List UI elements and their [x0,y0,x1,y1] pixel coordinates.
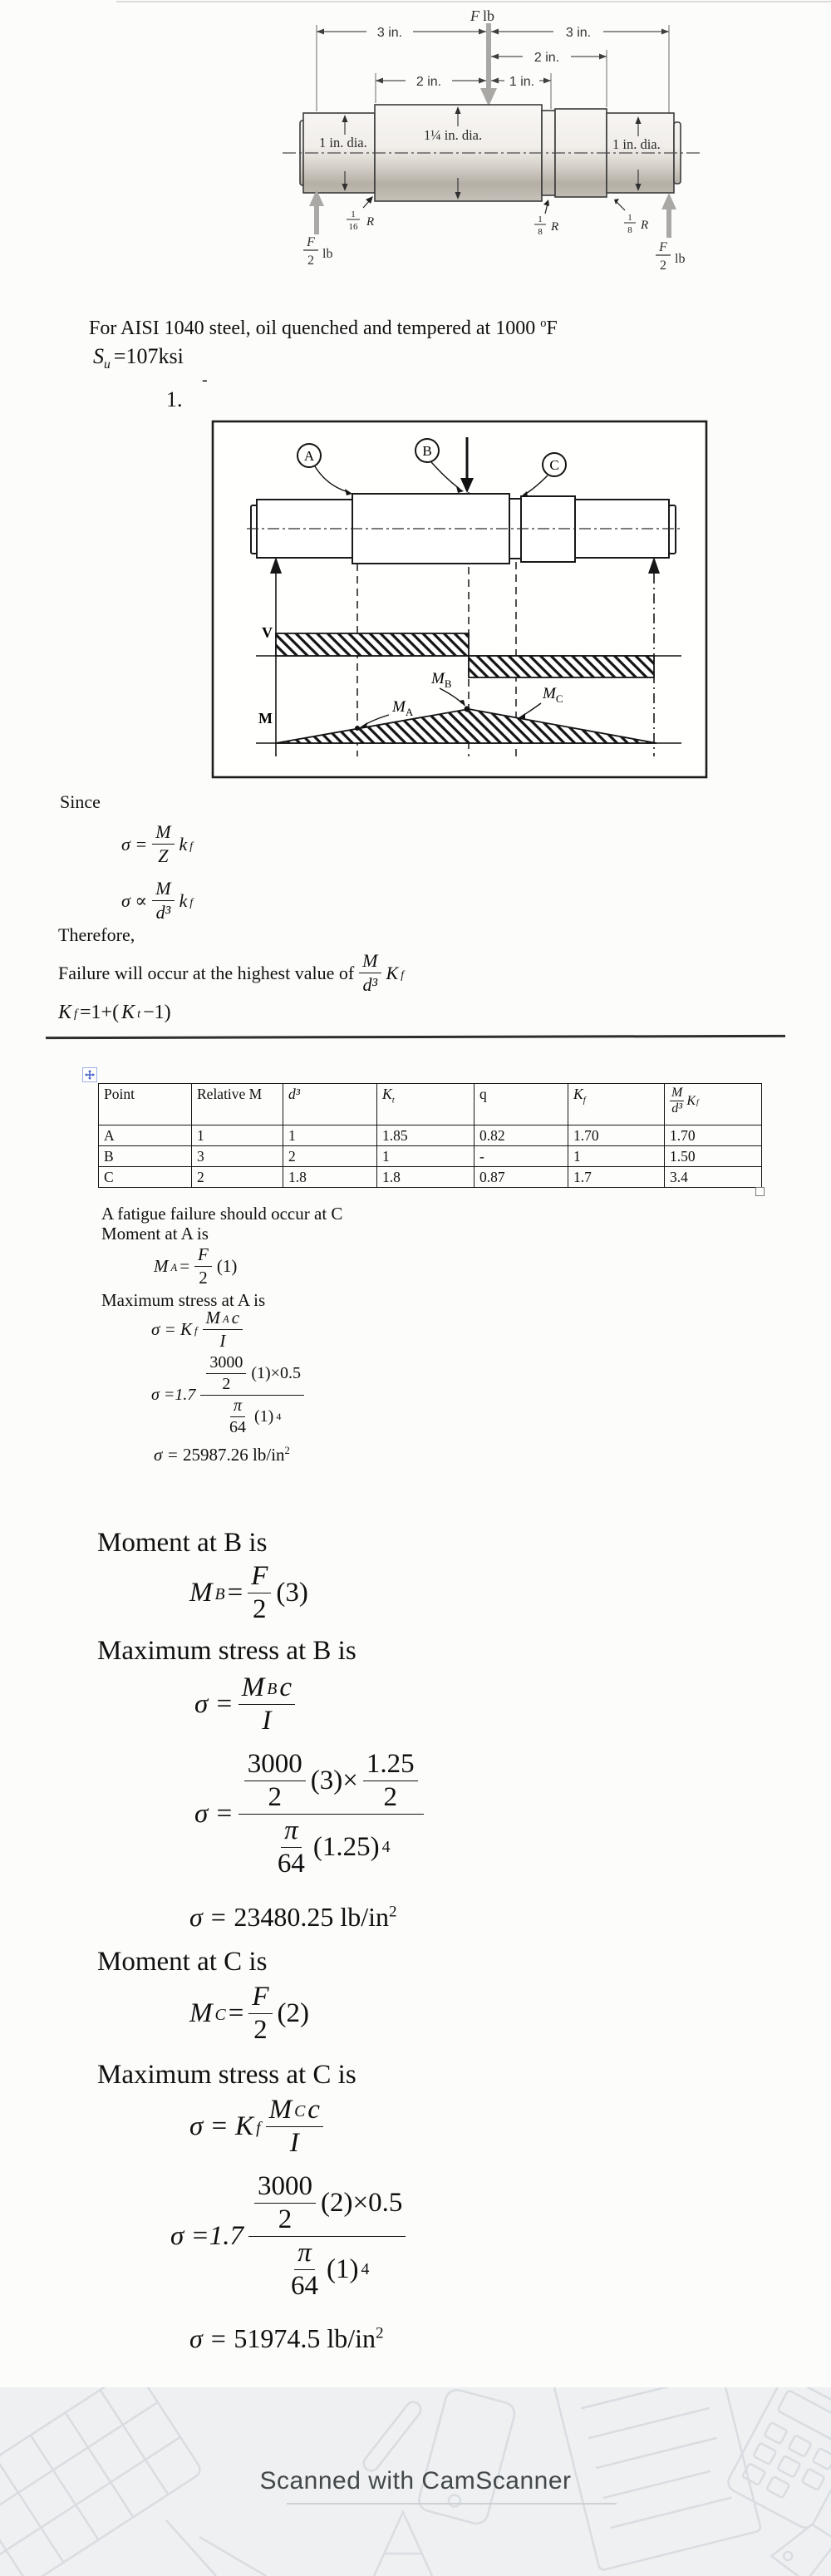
eq-stress-b-value: σ = $\frac{3000}{2}$ (3)× $\frac{1.25}{2}$ $\frac{\pi}{64}$ (1.25) 4 [194,1749,426,1879]
stray-mark: - [202,371,208,389]
eq-stress-c: σ = K f M C c I [189,2095,326,2159]
svg-text:lb: lb [322,247,333,261]
item-number: 1. [166,387,183,411]
cell: 3.4 [665,1167,762,1188]
moment-axis-label: M [258,710,273,727]
cell: 1 [283,1125,377,1146]
col-point: Point [99,1084,192,1125]
cell: 0.82 [475,1125,568,1146]
cell: 1 [192,1125,283,1146]
svg-text:F: F [659,240,667,254]
stress-c-heading: Maximum stress at C is [97,2060,356,2090]
fillet-left-r: R [366,215,375,229]
cell: 1.8 [283,1167,377,1188]
result-c: σ = 51974.5 $lb/in^2$ [189,2323,384,2353]
fillet-mid-num: 1 [538,214,543,224]
cell: B [99,1146,192,1167]
eq-stress-c-value: σ =1.7 $\frac{3000}{2}$ (2)×0.5 $\frac{\pi}{64}$ (1) 4 [170,2171,408,2302]
since-label: Since [60,791,101,812]
stress-b-heading: Maximum stress at B is [97,1636,356,1666]
callout-c: C [549,457,559,473]
svg-text:2: 2 [660,259,666,273]
shear-moment-figure [210,419,713,781]
cell: 1.50 [665,1146,762,1167]
col-md3kf: $\frac{M}{\text{d³}}$ K f [665,1084,762,1125]
eq-moment-a: M A = $\frac{F}{2}$ (1) [154,1244,238,1288]
table-row [99,1167,762,1188]
cell: 1.7 [568,1167,665,1188]
moment-a-label: $M_A$ [392,698,414,718]
section-divider [46,1035,785,1039]
cell: 0.87 [475,1167,568,1188]
callout-b: B [422,443,432,459]
dim-label-3in-left: 3 in. [376,26,403,40]
load-label: F lb [470,7,495,24]
fillet-left-num: 1 [351,209,356,219]
material-spec-line: For AISI 1040 steel, oil quenched and tempered at 1000 $^o$F [89,317,558,339]
moment-peak-dot [465,707,470,712]
cell: 1 [568,1146,665,1167]
table-row [99,1125,762,1146]
cell: 1.70 [568,1125,665,1146]
shear-axis-label: V [262,624,273,641]
col-d3: d³ [283,1084,377,1125]
col-kt: $K_t$ [377,1084,475,1125]
fillet-mid-r: R [551,220,559,234]
cell: 1.8 [377,1167,475,1188]
cell: 2 [283,1146,377,1167]
cell: - [475,1146,568,1167]
result-a: σ = 25987.26 $lb/in^2$ [154,1445,290,1465]
results-table [98,1083,762,1188]
col-q: q [475,1084,568,1125]
kf-equation: K f =1+( K t −1) [58,1002,171,1023]
dim-label-2in-right: 2 in. [534,51,560,65]
table-row [99,1146,762,1167]
eq-moment-c: M C = $\frac{F}{2}$ (2) [189,1982,309,2045]
cell: C [99,1167,192,1188]
fillet-left-den: 16 [348,222,358,232]
camscanner-watermark-text: Scanned with CamScanner [259,2467,572,2495]
moment-b-heading: Moment at B is [97,1528,268,1558]
fillet-labels [349,209,649,237]
col-kf: $K_f$ [568,1084,665,1125]
cell: 3 [192,1146,283,1167]
table-resize-handle [755,1187,765,1196]
move-cross-icon [85,1070,95,1080]
fillet-right-den: 8 [627,225,632,235]
camscanner-footer [0,2387,831,2576]
stress-a-heading: Maximum stress at A is [101,1290,266,1310]
diameter-label-right: 1 in. dia. [612,136,661,152]
svg-text:F: F [307,235,315,249]
load-arrow-head [480,88,497,106]
cell: 1.70 [665,1125,762,1146]
reaction-label-right [658,240,685,273]
table-move-handle-icon [82,1067,97,1082]
cell: A [99,1125,192,1146]
cell: 2 [192,1167,283,1188]
strength-line: $S_u =107ksi$ [93,344,184,372]
shaft-dimension-figure [0,0,831,274]
eq-moment-b: M B = $\frac{F}{2}$ (3) [189,1561,308,1624]
moment-a-heading: Moment at A is [101,1224,209,1244]
dimension-arrowheads [317,29,669,84]
dim-label-2in-left: 2 in. [416,75,442,89]
moment-c-heading: Moment at C is [97,1947,268,1977]
dim-label-1in: 1 in. [509,75,535,89]
fillet-right-r: R [641,219,649,232]
moment-a-dot [355,726,360,731]
result-b: σ = 23480.25 $lb/in^2$ [189,1902,397,1932]
fillet-fraction-bars [347,219,636,224]
col-relative-m: Relative M [192,1084,283,1125]
eq-stress-a: σ = K f M A c I [151,1308,245,1352]
table-header-row [99,1084,762,1125]
failure-statement: Failure will occur at the highest value of $\frac{M}{\text{d³}}$ K f [58,950,404,995]
diameter-label-middle: 1¼ in. dia. [424,127,483,143]
shear-negative-block [469,656,654,677]
svg-text:lb: lb [675,252,686,266]
moment-c-label: $M_C$ [543,685,563,705]
eq-sigma-d: σ ∝ $\frac{M}{\text{d³}}$ k f [121,878,194,923]
fillet-right-num: 1 [627,213,632,223]
eq-sigma-z: σ = $\frac{M}{Z}$ k f [121,821,193,866]
svg-text:2: 2 [307,254,314,268]
moment-b-label: $M_B$ [431,670,452,690]
cell: 1.85 [377,1125,475,1146]
fillet-mid-den: 8 [538,227,543,237]
therefore-label: Therefore, [58,924,135,945]
shear-positive-block [276,633,469,656]
dim-label-3in-right: 3 in. [565,26,592,40]
diameter-label-left: 1 in. dia. [319,135,367,150]
fatigue-note: A fatigue failure should occur at C [101,1204,343,1224]
reaction-label-left [306,235,332,268]
cell: 1 [377,1146,475,1167]
eq-stress-a-value: σ =1.7 $\frac{3000}{2}$ (1)×0.5 $\frac{\pi}{64}$ (1) 4 [151,1353,307,1437]
extension-lines [317,25,669,116]
eq-stress-b: σ = M B c I [194,1672,297,1736]
callout-a: A [303,448,315,464]
